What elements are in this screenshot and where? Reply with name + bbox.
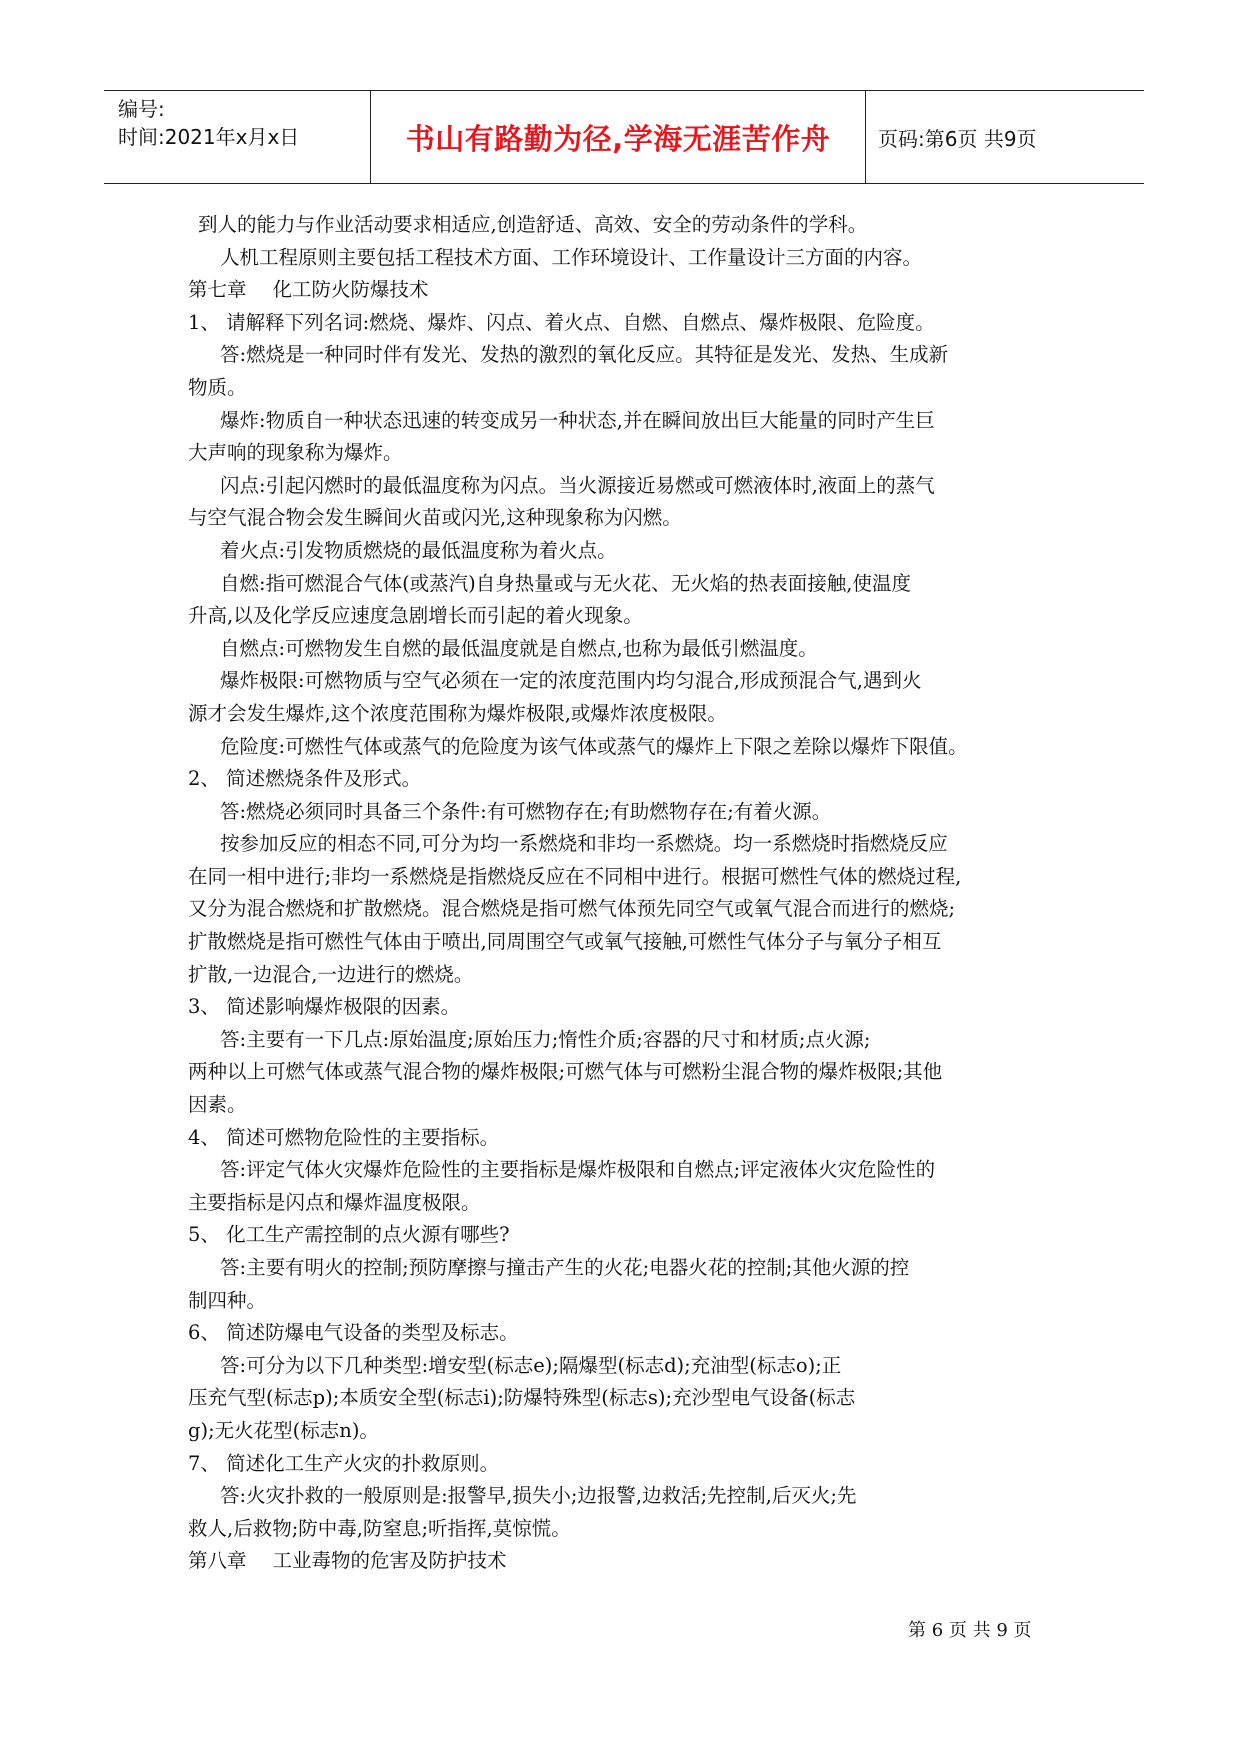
text-line-content: 制四种。 [188,1288,267,1312]
text-line [188,242,1060,275]
text-line [188,502,1060,535]
text-line [188,861,1060,894]
text-line-content: g);无火花型(标志n)。 [188,1418,379,1442]
header-page-code: 页码:第6页 共9页 [878,127,1037,151]
text-line-content: 答:燃烧必须同时具备三个条件:有可燃物存在;有助燃物存在;有着火源。 [220,799,832,823]
text-line-content: 人机工程原则主要包括工程技术方面、工作环境设计、工作量设计三方面的内容。 [220,245,923,269]
text-line [188,274,1060,307]
chapter-title: 化工防火防爆技术 [272,278,429,302]
text-line [188,731,1060,764]
text-line [188,568,1060,601]
text-line [188,1154,1060,1187]
text-line-content: 闪点:引起闪燃时的最低温度称为闪点。当火源接近易燃或可燃液体时,液面上的蒸气 [220,473,935,497]
text-line-content: 扩散燃烧是指可燃性气体由于喷出,同周围空气或氧气接触,可燃性气体分子与氧分子相互 [188,930,942,954]
text-line-content: 物质。 [188,375,247,399]
text-line-content: 升高,以及化学反应速度急剧增长而引起的着火现象。 [188,604,643,628]
text-line [188,405,1060,438]
text-line [188,1089,1060,1122]
text-line-content: 1、 请解释下列名词:燃烧、爆炸、闪点、着火点、自燃、自燃点、爆炸极限、危险度。 [188,310,935,334]
text-line [188,959,1060,992]
text-line [188,893,1060,926]
text-line [188,665,1060,698]
text-line [188,209,1060,242]
text-line-content: 两种以上可燃气体或蒸气混合物的爆炸极限;可燃气体与可燃粉尘混合物的爆炸极限;其他 [188,1060,943,1084]
text-line [188,600,1060,633]
page-footer: 第 6 页 共 9 页 [908,1620,1032,1641]
text-line [188,633,1060,666]
text-line [188,991,1060,1024]
text-line [188,796,1060,829]
text-line-content: 因素。 [188,1093,247,1117]
page-header [104,90,1144,184]
text-line-content: 到人的能力与作业活动要求相适应,创造舒适、高效、安全的劳动条件的学科。 [198,213,868,236]
text-line [188,1285,1060,1318]
text-line [188,1448,1060,1481]
text-line [188,1513,1060,1546]
text-line-content: 主要指标是闪点和爆炸温度极限。 [188,1190,481,1214]
text-line-content: 源才会发生爆炸,这个浓度范围称为爆炸极限,或爆炸浓度极限。 [188,701,727,725]
text-line [188,1252,1060,1285]
text-line-content: 在同一相中进行;非均一系燃烧是指燃烧反应在不同相中进行。根据可燃性气体的燃烧过程, [188,864,962,888]
text-line [188,763,1060,796]
text-line-content: 危险度:可燃性气体或蒸气的危险度为该气体或蒸气的爆炸上下限之差除以爆炸下限值。 [220,734,968,758]
text-line [188,926,1060,959]
text-line [188,1219,1060,1252]
text-line-content: 4、 简述可燃物危险性的主要指标。 [188,1125,500,1149]
text-line-content: 第七章 [188,278,247,302]
text-line-content: 3、 简述影响爆炸极限的因素。 [188,995,461,1019]
text-line-content: 大声响的现象称为爆炸。 [188,441,403,465]
text-line-content: 5、 化工生产需控制的点火源有哪些? [188,1223,510,1247]
text-line [188,1382,1060,1415]
text-line [188,1350,1060,1383]
header-motto: 书山有路勤为径,学海无涯苦作舟 [405,122,831,156]
text-line-content: 与空气混合物会发生瞬间火苗或闪光,这种现象称为闪燃。 [188,506,682,530]
text-line-content: 2、 简述燃烧条件及形式。 [188,767,422,791]
document-number-label: 编号: [118,97,165,121]
header-right-cell [866,91,1144,183]
text-line [188,470,1060,503]
text-line [188,372,1060,405]
text-line-content: 答:可分为以下几种类型:增安型(标志e);隔爆型(标志d);充油型(标志o);正 [220,1353,842,1377]
text-line-content: 扩散,一边混合,一边进行的燃烧。 [188,962,474,986]
text-line [188,828,1060,861]
text-line-content: 6、 简述防爆电气设备的类型及标志。 [188,1321,519,1345]
text-line-content: 压充气型(标志p);本质安全型(标志i);防爆特殊型(标志s);充沙型电气设备(标志 [188,1386,856,1410]
text-line-content: 答:燃烧是一种同时伴有发光、发热的激烈的氧化反应。其特征是发光、发热、生成新 [220,343,949,367]
text-line [188,1122,1060,1155]
text-line [188,535,1060,568]
text-line [188,1024,1060,1057]
text-line [188,1545,1060,1578]
text-line-content: 答:主要有明火的控制;预防摩擦与撞击产生的火花;电器火花的控制;其他火源的控 [220,1256,910,1279]
text-line [188,698,1060,731]
text-line-content: 爆炸:物质自一种状态迅速的转变成另一种状态,并在瞬间放出巨大能量的同时产生巨 [220,408,935,432]
header-middle-cell [370,91,866,183]
text-line-content: 答:评定气体火灾爆炸危险性的主要指标是爆炸极限和自燃点;评定液体火灾危险性的 [220,1158,936,1182]
text-line [188,307,1060,340]
document-body [188,209,1060,1578]
text-line-content: 按参加反应的相态不同,可分为均一系燃烧和非均一系燃烧。均一系燃烧时指燃烧反应 [220,832,948,856]
text-line-content: 第八章 [188,1549,247,1573]
text-line-content: 7、 简述化工生产火灾的扑救原则。 [188,1451,500,1475]
text-line [188,1317,1060,1350]
text-line-content: 着火点:引发物质燃烧的最低温度称为着火点。 [220,538,617,562]
chapter-title: 工业毒物的危害及防护技术 [272,1549,507,1573]
header-left-cell [104,91,369,183]
text-line-content: 又分为混合燃烧和扩散燃烧。混合燃烧是指可燃气体预先同空气或氧气混合而进行的燃烧; [188,897,956,921]
text-line [188,1415,1060,1448]
text-line [188,1480,1060,1513]
text-line-content: 自燃:指可燃混合气体(或蒸汽)自身热量或与无火花、无火焰的热表面接触,使温度 [220,571,911,595]
text-line [188,339,1060,372]
text-line [188,1056,1060,1089]
text-line-content: 救人,后救物;防中毒,防窒息;听指挥,莫惊慌。 [188,1516,571,1540]
text-line [188,437,1060,470]
text-line-content: 答:主要有一下几点:原始温度;原始压力;惰性介质;容器的尺寸和材质;点火源; [220,1027,871,1051]
text-line-content: 自燃点:可燃物发生自燃的最低温度就是自燃点,也称为最低引燃温度。 [220,636,818,660]
text-line-content: 爆炸极限:可燃物质与空气必须在一定的浓度范围内均匀混合,形成预混合气,遇到火 [220,669,922,693]
document-time-label: 时间:2021年x月x日 [118,125,300,149]
text-line-content: 答:火灾扑救的一般原则是:报警早,损失小;边报警,边救活;先控制,后灭火;先 [220,1484,857,1508]
text-line [188,1187,1060,1220]
